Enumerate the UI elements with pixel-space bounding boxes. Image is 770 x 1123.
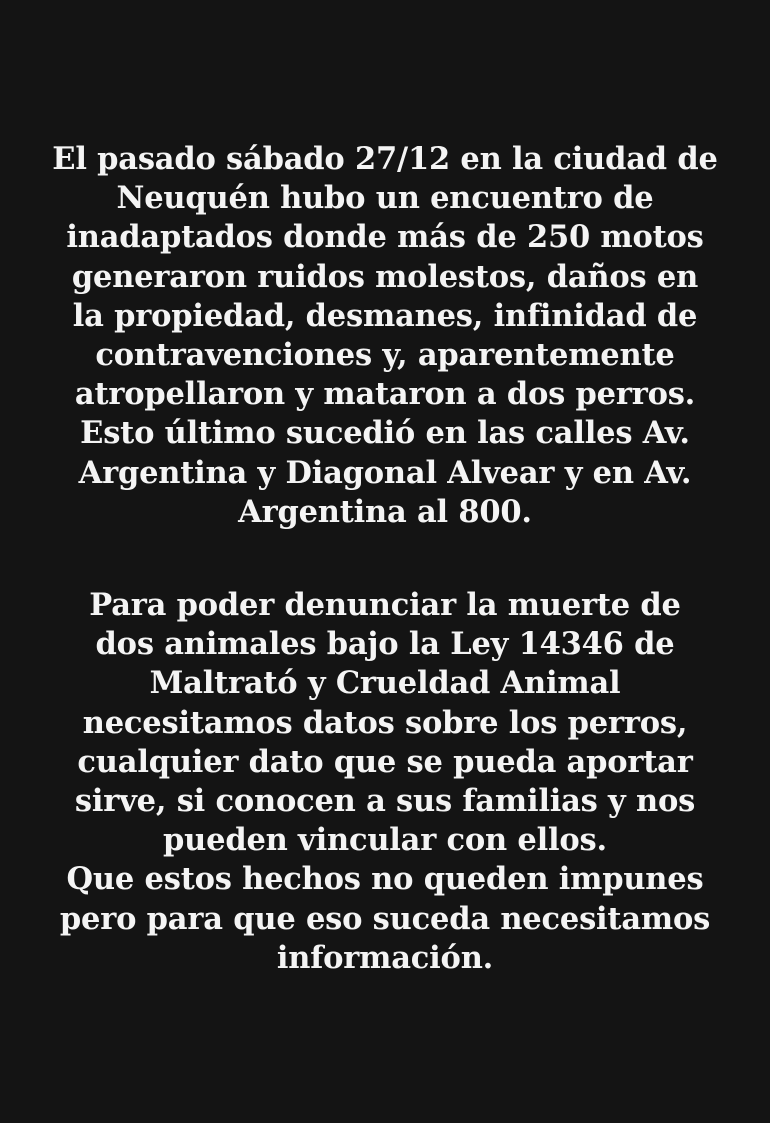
- text-line: cualquier dato que se pueda aportar: [77, 743, 693, 780]
- text-line: la propiedad, desmanes, infinidad de: [72, 297, 698, 334]
- text-line: sirve, si conocen a sus familias y nos: [74, 783, 696, 820]
- text-line: Para poder denunciar la muerte de: [89, 587, 681, 623]
- text-line: información.: [276, 939, 494, 976]
- request-paragraph: [20, 586, 750, 978]
- text-line: contravenciones y, aparentemente: [95, 337, 675, 374]
- text-line: generaron ruidos molestos, daños en: [71, 258, 699, 295]
- text-line: El pasado sábado 27/12 en la ciudad de: [52, 141, 718, 177]
- text-line: inadaptados donde más de 250 motos: [66, 219, 704, 256]
- text-line: dos animales bajo la Ley 14346 de: [95, 626, 675, 663]
- incident-paragraph: [20, 140, 750, 532]
- text-line: Argentina al 800.: [238, 493, 532, 530]
- text-line: Esto último sucedió en las calles Av.: [80, 415, 690, 452]
- text-line: Maltrató y Crueldad Animal: [149, 665, 621, 702]
- text-line: necesitamos datos sobre los perros,: [82, 704, 688, 741]
- text-line: pueden vincular con ellos.: [163, 822, 607, 859]
- text-line: Que estos hechos no queden impunes: [66, 861, 704, 898]
- text-line: pero para que eso suceda necesitamos: [59, 900, 711, 937]
- text-line: atropellaron y mataron a dos perros.: [74, 376, 696, 413]
- text-line: Argentina y Diagonal Alvear y en Av.: [78, 454, 692, 491]
- text-line: Neuquén hubo un encuentro de: [116, 180, 654, 217]
